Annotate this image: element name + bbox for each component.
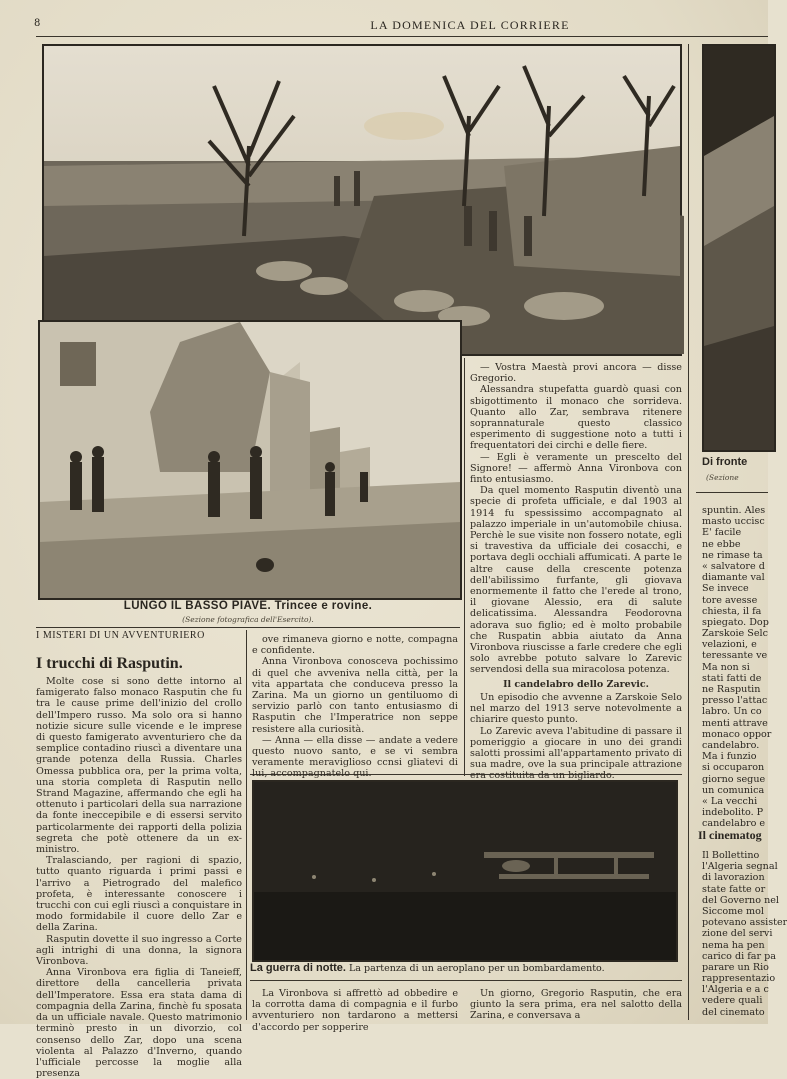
- right-rule: [696, 492, 768, 493]
- line: « salvatore d: [702, 560, 765, 572]
- night-caption-text: La partenza di un aeroplano per un bombardamento.: [349, 963, 605, 974]
- paragraph: — Vostra Maestà provi ancora — disse Gregorio.: [470, 362, 682, 385]
- night-caption-title: La guerra di notte.: [250, 962, 346, 974]
- line: un comunica: [702, 784, 765, 796]
- paragraph: La Vironbova si affrettò ad obbedire e la corrotta dama di compagnia e il furbo avventuriero non tardarono a mettersi d'accordo per sopperire: [252, 988, 458, 1033]
- night-caption: [250, 962, 680, 974]
- masthead: LA DOMENICA DEL CORRIERE: [370, 18, 570, 32]
- article-subhead: Il candelabro dello Zarevic.: [503, 678, 649, 690]
- page-number: 8: [34, 18, 41, 29]
- line: velazioni, e: [702, 639, 757, 651]
- line: giorno segue: [702, 773, 766, 785]
- paragraph: Lo Zarevic aveva l'abitudine di passare il pomeriggio a giocare in uno dei grandi salotti prossimi all'appartamento privato di sua madre, ove la sua principale attrazione era costituita da un bigliardo.: [470, 725, 682, 782]
- line: spiegato. Dop: [702, 616, 769, 628]
- article-column-2-bottom: [252, 988, 458, 1033]
- caption-rule: [250, 980, 682, 981]
- article-column-3-bottom: [470, 988, 682, 1022]
- line: labro. Un co: [702, 706, 762, 718]
- right-photo-caption: Di fronte: [702, 456, 748, 468]
- line: ne ebbe: [702, 538, 741, 550]
- line: candelabro e: [702, 818, 766, 830]
- line: potevano assister: [702, 917, 787, 929]
- paragraph: Un episodio che avvenne a Zarskoie Selo nel marzo del 1913 serve notevolmente a chiarire questo punto.: [470, 691, 682, 726]
- line: di lavorazion: [702, 872, 765, 884]
- line: tore avesse: [702, 594, 758, 606]
- line: nema ha pen: [702, 939, 765, 951]
- line: Zarskoie Selc: [702, 628, 768, 640]
- line: carico di far pa: [702, 950, 776, 962]
- paragraph: Rasputin dovette il suo ingresso a Corte agli intrighi di una donna, la signora Vironbova.: [36, 933, 242, 968]
- line: state fatte or: [702, 883, 766, 895]
- ruins-photo: [38, 320, 462, 600]
- line: ne Rasputin: [702, 684, 761, 695]
- line: stati fatti de: [702, 672, 762, 684]
- line: l'Algeria segnal: [702, 861, 778, 873]
- article-column-3: [470, 362, 682, 782]
- column-rule-2: [464, 358, 465, 776]
- line: parare un Rio: [702, 961, 769, 973]
- header-rule: [36, 36, 768, 37]
- line: ne rimase ta: [702, 549, 763, 561]
- line: indebolito. P: [702, 807, 764, 819]
- line: Ma non si: [702, 661, 750, 673]
- paragraph: Molte cose si sono dette intorno al famigerato falso monaco Rasputin che fu tra le cause prime dell'inizio del crollo dell'Impero russo. Ma solo ora si hanno notizie sicure sulle vicende e le imprese di questo famigerato avventuriero che da semplice contadino riuscì a diventare una grande potenza della Russia. Charles Omessa pubblica ora, per la prima volta, una storia completa di Rasputin nello Strand Magazine, affermando che egli ha ottenuto i particolari della sua narrazione da fonte ineccepibile e di essersi servito particolarmente dei rapporti della polizia segreta che potè ottenere da un ex-ministro.: [36, 676, 242, 856]
- line: Il Bollettino: [702, 850, 760, 861]
- line: E' facile: [702, 527, 742, 539]
- article-column-1: [36, 676, 242, 1079]
- paragraph: ove rimaneva giorno e notte, compagna e confidente.: [252, 634, 458, 657]
- section-rule: [36, 627, 460, 628]
- line: spuntin. Ales: [702, 505, 766, 516]
- photo-caption: LUNGO IL BASSO PIAVE. Trincee e rovine.: [123, 600, 373, 612]
- column-rule-1: [246, 630, 247, 1020]
- article-title: I trucchi di Rasputin.: [36, 655, 183, 672]
- line: Se invece: [702, 583, 749, 595]
- paragraph: — Anna — ella disse — andate a vedere questo nuovo santo, e se vi sembra veramente meraviglioso ccnsi gliatevi di lui, accompagnatelo qui.: [252, 734, 458, 780]
- paragraph: Tralasciando, per ragioni di spazio, tutto quanto riguarda i primi passi e l'arrivo a Pietrogrado del malefico profeta, è interessante conoscere i trucchi con cui egli riuscì a conquistare in modo formidabile il cuore dello Zar e della Zarina.: [36, 855, 242, 934]
- line: monaco oppor: [702, 728, 772, 740]
- photo-caption-source: (Sezione fotografica dell'Esercito).: [182, 615, 314, 624]
- paragraph: Anna Vironbova era figlia di Taneieff, direttore della cancelleria privata dell'Imperatore. Essa era stata dama di compagnia della Zarina, finchè fu sposata da un ufficiale navale. Questo matrimonio terminò presto in un divorzio, col consenso dello Zar, dopo una scena violenta al Palazzo d'Inverno, quando l'ufficiale percosse la moglie alla presenza: [36, 967, 242, 1079]
- line: « La vecchi: [702, 795, 758, 807]
- right-photo-source: (Sezione: [706, 473, 739, 482]
- line: vedere quali: [702, 995, 763, 1007]
- right-column-heading: Il cinematog: [698, 828, 762, 842]
- paragraph: — Egli è veramente un prescelto del Signore! — affermò Anna Vironbova con finto entusiasmo.: [470, 451, 682, 486]
- line: zione del servi: [702, 928, 773, 940]
- paragraph: Da quel momento Rasputin diventò una specie di profeta ufficiale, e dal 1903 al 1914 fu spessissimo accompagnato al palazzo imperiale in un'automobile chiusa. Perchè le sue visite non fossero notate, egli si travestiva da ufficiale dei cosacchi, e portava degli occhiali affumicati. A parte le altre cause della crescente potenza dell'abilissimo furfante, gli giovava enormemente il fatto che l'erede al trono, il giovane Alessio, era di salute delicatissima. Alessandra Feodorovna adorava suo figlio; ed è molto probabile che Ruspatin abbia aiutato da Anna Vironbova riuscisse a farle credere che egli solo avrebbe potuto salvare lo Zarevic servendosi della sua miracolosa potenza.: [470, 485, 682, 676]
- line: del cinemato: [702, 1006, 765, 1018]
- line: diamante val: [702, 572, 765, 584]
- line: del Governo nel: [702, 894, 779, 906]
- line: si occuparon: [702, 762, 765, 774]
- line: l'Algeria e a c: [702, 984, 769, 996]
- line: Siccome mol: [702, 905, 764, 917]
- night-plane-photo: [252, 780, 678, 962]
- front-photo: [702, 44, 776, 452]
- line: candelabro.: [702, 739, 760, 751]
- paragraph: Un giorno, Gregorio Rasputin, che era giunto la sera prima, era nel salotto della Zarina, e conversava a: [470, 988, 682, 1022]
- right-column-text: [702, 505, 772, 830]
- line: Ma i funzio: [702, 751, 757, 763]
- line: teressante ve: [702, 650, 768, 662]
- trench-photo: [42, 44, 682, 356]
- column-rule-3: [688, 44, 689, 1020]
- right-column-text-2: [702, 850, 787, 1020]
- line: presso l'attac: [702, 695, 768, 707]
- article-column-2: [252, 634, 458, 780]
- paragraph: Anna Vironbova conosceva pochissimo di quel che avveniva nella città, per la vita appartata che conduceva presso la Zarina. Ma un giorno un gentiluomo di servizio parlò con tanto entusiasmo di Rasputin che l'Imperatrice non seppe resistere alla curiosità.: [252, 656, 458, 735]
- paragraph: Alessandra stupefatta guardò quasi con sbigottimento il monaco che sorrideva. Quanto allo Zar, sembrava ritenere soprannaturale questo classico esperimento di suggestione noto a tutti i frequentatori dei circhi e delle fiere.: [470, 384, 682, 452]
- line: masto uccisc: [702, 516, 765, 528]
- line: rappresentazio: [702, 973, 776, 985]
- line: chiesta, il fa: [702, 605, 762, 617]
- article-kicker: I MISTERI DI UN AVVENTURIERO: [36, 630, 205, 641]
- line: menti attrave: [702, 717, 768, 729]
